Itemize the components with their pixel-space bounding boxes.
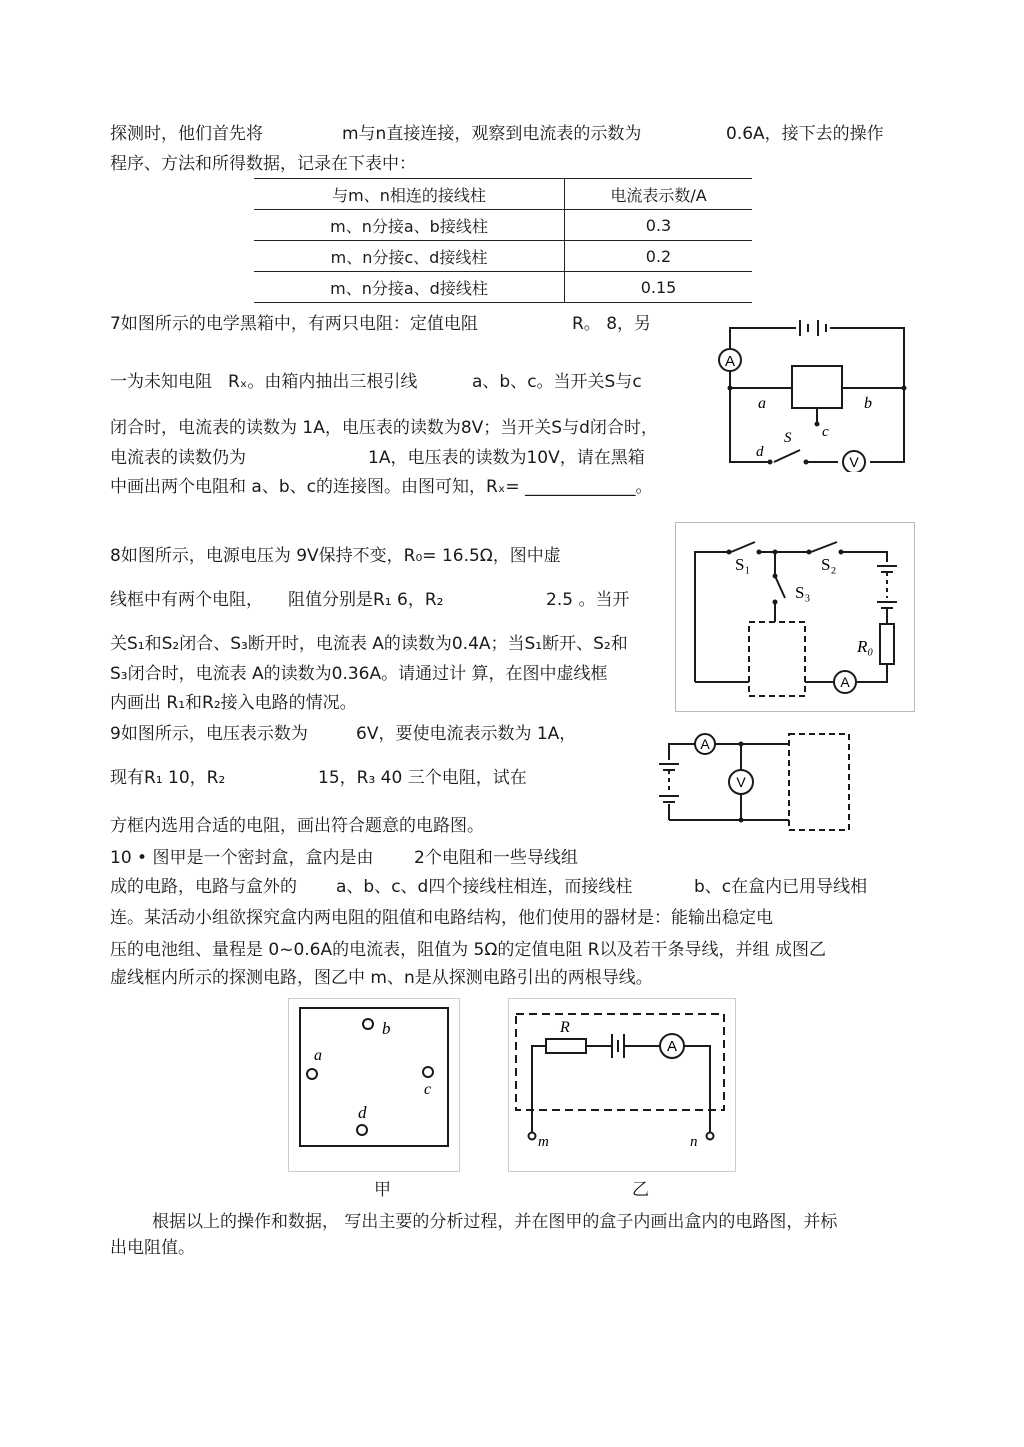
q10-line-5: 虚线框内所示的探测电路，图乙中 m、n是从探测电路引出的两根导线。 — [110, 968, 653, 988]
q10-yi-label-r: R — [560, 1019, 570, 1036]
q7-line-4b: 1A，电压表的读数为10V，请在黑箱 — [368, 448, 645, 468]
q10-jia-label-c: c — [424, 1081, 432, 1098]
q10-line-2c: b、c在盒内已用导线相 — [694, 877, 868, 897]
q9-line-2a: 现有R₁ 10，R₂ — [110, 768, 226, 788]
q8-line-5: 内画出 R₁和R₂接入电路的情况。 — [110, 693, 357, 713]
q7-line-5: 中画出两个电阻和 a、b、c的连接图。由图可知，Rₓ= _____________。 — [110, 477, 653, 497]
q7-label-b: b — [864, 395, 872, 412]
q8-line-1: 8如图所示，电源电压为 9V保持不变，R₀= 16.5Ω，图中虚 — [110, 546, 561, 566]
measurement-table — [254, 178, 752, 303]
table-row — [254, 241, 752, 272]
q10-jia-label-a: a — [314, 1047, 322, 1064]
q10-fig-jia-sealed-box — [288, 998, 460, 1172]
q9-circuit — [655, 724, 855, 834]
q8-label-s3: S₃ — [795, 583, 811, 602]
q7-line-3: 闭合时，电流表的读数为 1A，电压表的读数为8V；当开关S与d闭合时， — [110, 418, 658, 438]
intro-line-1a: 探测时，他们首先将 — [110, 124, 263, 144]
q7-ammeter-label: A — [724, 353, 736, 370]
q8-ammeter-label: A — [840, 674, 850, 690]
table-cell: 0.2 — [565, 241, 753, 272]
final-line-1: 根据以上的操作和数据， 写出主要的分析过程，并在图甲的盒子内画出盒内的电路图，并标 — [152, 1212, 838, 1232]
final-line-2: 出电阻值。 — [110, 1238, 195, 1258]
q10-yi-ammeter-label: A — [666, 1038, 678, 1055]
q8-line-3: 关S₁和S₂闭合、S₃断开时，电流表 A的读数为0.4A；当S₁断开、S₂和 — [110, 634, 628, 654]
q8-line-2a: 线框中有两个电阻， — [110, 590, 263, 610]
q10-line-2a: 成的电路，电路与盒外的 — [110, 877, 297, 897]
q8-line-4: S₃闭合时，电流表 A的读数为0.36A。请通过计 算，在图中虚线框 — [110, 664, 608, 684]
q8-line-2b: 阻值分别是R₁ 6，R₂ — [288, 590, 444, 610]
q8-line-2c: 2.5 。当开 — [546, 590, 630, 610]
q10-line-4: 压的电池组、量程是 0~0.6A的电流表，阻值为 5Ω的定值电阻 R以及若干条导线，并组 成图乙 — [110, 940, 826, 960]
intro-line-1b: m与n直接连接，观察到电流表的示数为 — [342, 124, 642, 144]
table-header-cell: 与m、n相连的接线柱 — [254, 179, 565, 210]
q7-line-4a: 电流表的读数仍为 — [110, 448, 246, 468]
table-cell: 0.15 — [565, 272, 753, 303]
q7-line-2b: Rₓ。由箱内抽出三根引线 — [228, 372, 418, 392]
q10-fig-yi-probe-circuit — [508, 998, 736, 1172]
q9-line-2b: 15，R₃ 40 三个电阻，试在 — [318, 768, 527, 788]
q7-label-c: c — [822, 424, 829, 440]
q9-line-1a: 9如图所示，电压表示数为 — [110, 724, 308, 744]
table-header-row — [254, 179, 752, 210]
q8-label-s1: S₁ — [735, 555, 751, 574]
q7-label-d: d — [756, 444, 764, 460]
intro-line-2: 程序、方法和所得数据，记录在下表中： — [110, 154, 416, 174]
q7-black-box-circuit — [708, 316, 920, 472]
q7-label-s: S — [784, 430, 792, 446]
q7-voltmeter-label: V — [849, 454, 859, 470]
q10-line-1a: 10 • 图甲是一个密封盒，盒内是由 — [110, 848, 374, 868]
q9-ammeter-label: A — [700, 736, 710, 752]
q7-line-2c: a、b、c。当开关S与c — [472, 372, 642, 392]
q10-yi-label-m: m — [538, 1134, 549, 1150]
table-cell: m、n分接a、d接线柱 — [254, 272, 565, 303]
caption-yi: 乙 — [632, 1180, 649, 1200]
table-row — [254, 210, 752, 241]
q9-voltmeter-label: V — [736, 774, 746, 790]
q8-label-s2: S₂ — [821, 555, 837, 574]
q7-line-1a: 7如图所示的电学黑箱中，有两只电阻：定值电阻 — [110, 314, 478, 334]
q10-yi-label-n: n — [690, 1134, 698, 1150]
intro-line-1c: 0.6A，接下去的操作 — [726, 124, 884, 144]
table-cell: m、n分接c、d接线柱 — [254, 241, 565, 272]
q8-circuit — [675, 522, 915, 712]
q9-line-3: 方框内选用合适的电阻，画出符合题意的电路图。 — [110, 816, 484, 836]
q10-line-1b: 2个电阻和一些导线组 — [414, 848, 578, 868]
q7-label-a: a — [758, 395, 766, 412]
caption-jia: 甲 — [374, 1180, 391, 1200]
q10-line-2b: a、b、c、d四个接线柱相连，而接线柱 — [336, 877, 633, 897]
q9-line-1b: 6V，要使电流表示数为 1A， — [356, 724, 577, 744]
q7-line-2a: 一为未知电阻 — [110, 372, 212, 392]
table-row — [254, 272, 752, 303]
q10-jia-label-b: b — [382, 1019, 391, 1038]
table-cell: m、n分接a、b接线柱 — [254, 210, 565, 241]
q8-label-r0: R₀ — [857, 637, 874, 656]
q7-line-1b: R。 8，另 — [572, 314, 652, 334]
q10-jia-label-d: d — [358, 1103, 367, 1122]
table-cell: 0.3 — [565, 210, 753, 241]
table-header-cell: 电流表示数/A — [565, 179, 753, 210]
q10-line-3: 连。某活动小组欲探究盒内两电阻的阻值和电路结构，他们使用的器材是：能输出稳定电 — [110, 908, 773, 928]
